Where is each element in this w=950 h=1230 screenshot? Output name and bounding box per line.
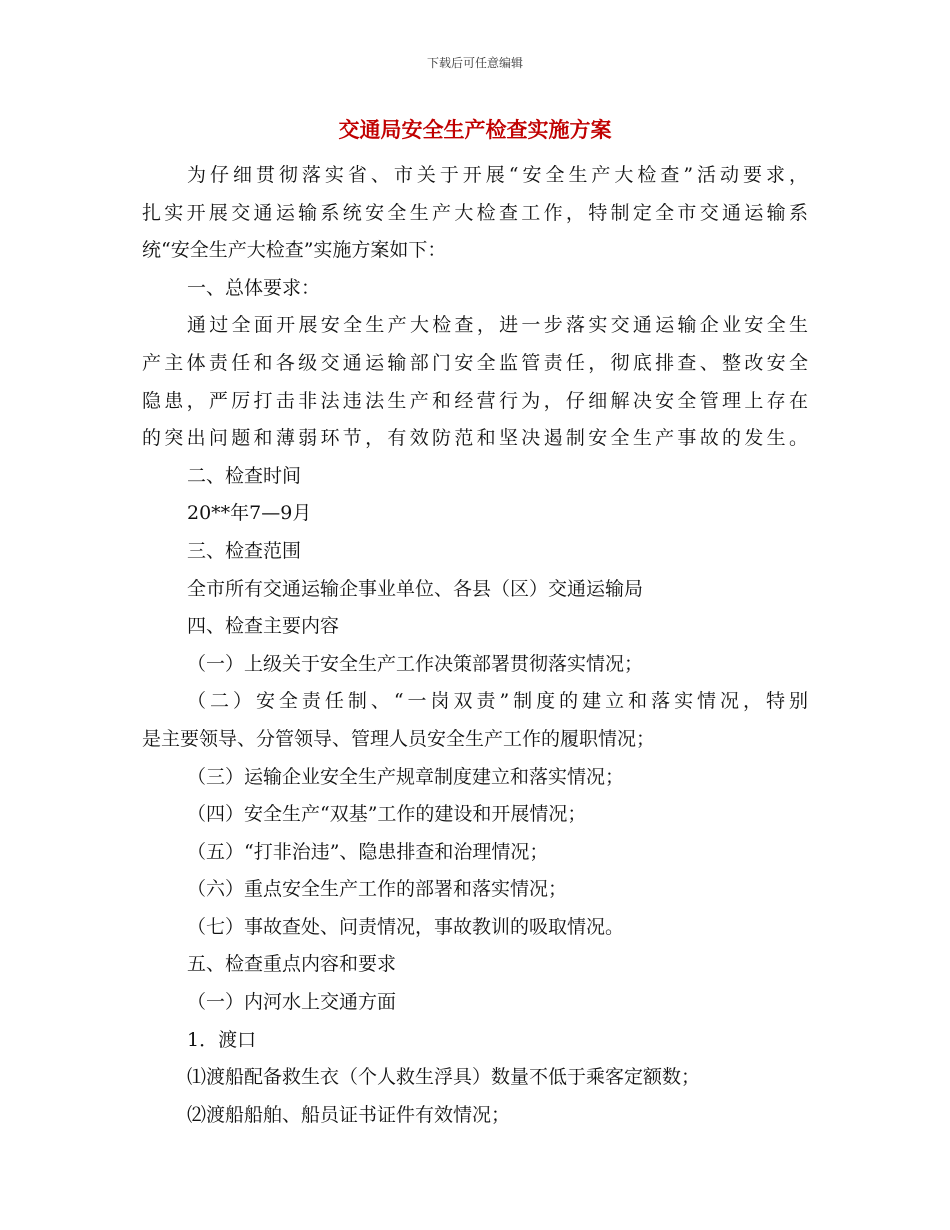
body-line: 五、检查重点内容和要求 [187, 953, 397, 976]
body-line: 统“安全生产大检查”实施方案如下： [142, 239, 447, 262]
body-line: （七）事故查处、问责情况，事故教训的吸取情况。 [187, 915, 625, 938]
body-line: 20**年7—9月 [187, 502, 312, 525]
body-line: （一）上级关于安全生产工作决策部署贯彻落实情况； [187, 652, 644, 675]
body-line: 四、检查主要内容 [187, 615, 340, 638]
body-line: 产主体责任和各级交通运输部门安全监管责任，彻底排查、整改安全 [142, 351, 808, 374]
body-line: 全市所有交通运输企事业单位、各县（区）交通运输局 [187, 577, 644, 600]
body-line: （一）内河水上交通方面 [187, 991, 397, 1014]
body-line: 隐患，严厉打击非法违法生产和经营行为，仔细解决安全管理上存在 [142, 389, 808, 412]
body-line: 一、总体要求： [187, 276, 321, 299]
body-line: 1．渡口 [187, 1028, 257, 1051]
body-line: （五）“打非治违”、隐患排查和治理情况； [187, 840, 549, 863]
document-body [142, 157, 808, 1134]
body-line: 为仔细贯彻落实省、市关于开展“安全生产大检查”活动要求， [187, 164, 808, 186]
body-line: 扎实开展交通运输系统安全生产大检查工作，特制定全市交通运输系 [142, 201, 808, 224]
body-line: （二）安全责任制、“一岗双责”制度的建立和落实情况，特别 [187, 690, 808, 713]
body-line: （六）重点安全生产工作的部署和落实情况； [187, 878, 568, 901]
body-line: 的突出问题和薄弱环节，有效防范和坚决遏制安全生产事故的发生。 [142, 427, 808, 450]
body-line: 是主要领导、分管领导、管理人员安全生产工作的履职情况； [142, 727, 656, 750]
body-line: ⑵渡船船舶、船员证书证件有效情况； [187, 1103, 511, 1126]
document-title: 交通局安全生产检查实施方案 [338, 117, 612, 142]
body-line: （三）运输企业安全生产规章制度建立和落实情况； [187, 765, 625, 788]
body-line: 三、检查范围 [187, 539, 302, 562]
body-line: （四）安全生产“双基”工作的建设和开展情况； [187, 803, 587, 826]
header-note: 下载后可任意编辑 [426, 56, 523, 70]
body-line: ⑴渡船配备救生衣（个人救生浮具）数量不低于乘客定额数； [187, 1066, 701, 1089]
body-line: 二、检查时间 [187, 464, 302, 487]
body-line: 通过全面开展安全生产大检查，进一步落实交通运输企业安全生 [187, 314, 808, 337]
